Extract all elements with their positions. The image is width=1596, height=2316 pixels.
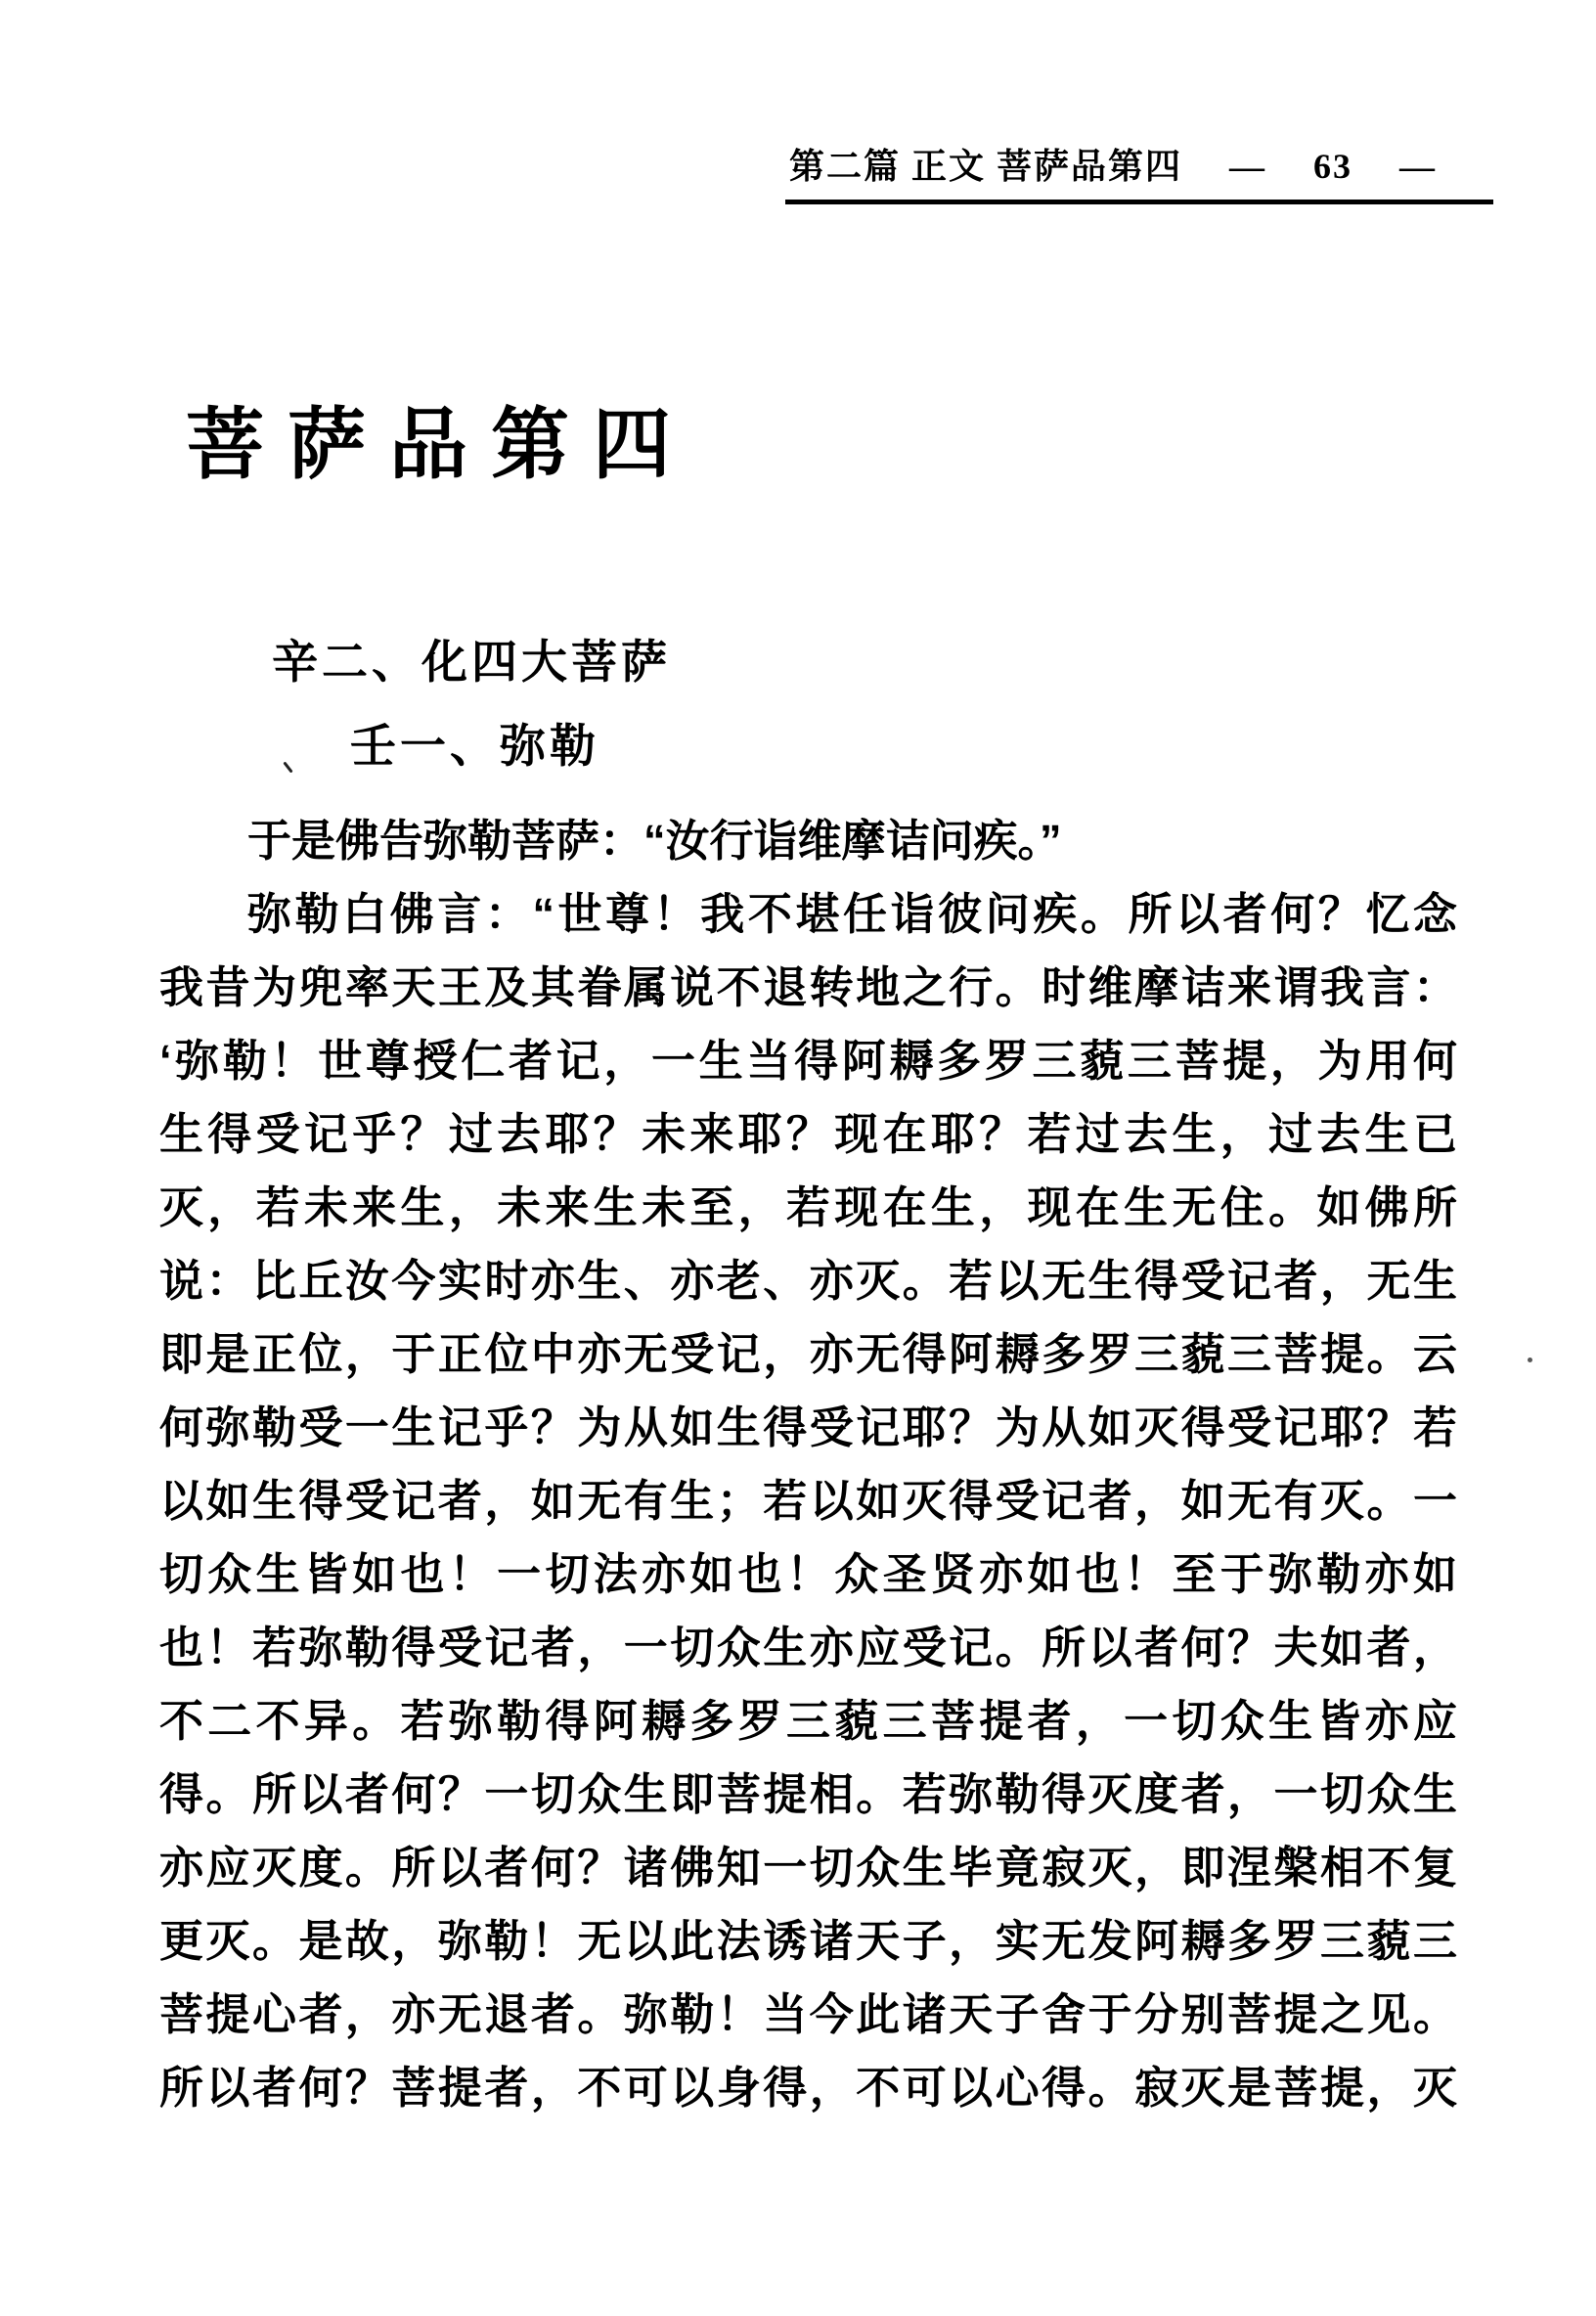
body-line: 灭，若未来生，未来生未至，若现在生，现在生无住。如佛所 [159, 1182, 1457, 1232]
body-line: 更灭。是故，弥勒！无以此法诱诸天子，实无发阿耨多罗三藐三 [159, 1916, 1457, 1966]
body-line: 生得受记乎？过去耶？未来耶？现在耶？若过去生，过去生已 [159, 1109, 1457, 1159]
body-line: 所以者何？菩提者，不可以身得，不可以心得。寂灭是菩提，灭 [159, 2063, 1457, 2113]
body-line: ‘弥勒！世尊授仁者记，一生当得阿耨多罗三藐三菩提，为用何 [159, 1036, 1457, 1086]
body-line: 以如生得受记者，如无有生；若以如灭得受记者，如无有灭。一 [159, 1476, 1457, 1526]
body-line: 不二不异。若弥勒得阿耨多罗三藐三菩提者，一切众生皆亦应 [159, 1696, 1457, 1746]
body-line: 也！若弥勒得受记者，一切众生亦应受记。所以者何？夫如者， [159, 1623, 1457, 1672]
body-text [159, 804, 1457, 2124]
section-heading-ren: 壬一、弥勒 [350, 722, 599, 773]
running-header [785, 147, 1493, 204]
body-line: 弥勒白佛言：“世尊！我不堪任诣彼问疾。所以者何？忆念 [247, 889, 1457, 939]
body-line: 菩提心者，亦无退者。弥勒！当今此诸天子舍于分别菩提之见。 [159, 1989, 1457, 2039]
body-line: 亦应灭度。所以者何？诸佛知一切众生毕竟寂灭，即涅槃相不复 [159, 1843, 1457, 1893]
section-heading-xin: 辛二、化四大菩萨 [272, 638, 671, 689]
header-section-label: 第二篇 正文 菩萨品第四 [789, 147, 1183, 186]
body-line: 切众生皆如也！一切法亦如也！众圣贤亦如也！至于弥勒亦如 [159, 1549, 1457, 1599]
header-dash-right: — [1398, 147, 1437, 186]
body-line: 我昔为兜率天王及其眷属说不退转地之行。时维摩诘来谓我言： [159, 962, 1457, 1012]
body-line: 说：比丘汝今实时亦生、亦老、亦灭。若以无生得受记者，无生 [159, 1256, 1457, 1306]
scan-speck [283, 761, 292, 773]
body-line: 于是佛告弥勒菩萨：“汝行诣维摩诘问疾。” [247, 816, 1062, 866]
body-line: 何弥勒受一生记乎？为从如生得受记耶？为从如灭得受记耶？若 [159, 1403, 1457, 1452]
body-line: 得。所以者何？一切众生即菩提相。若弥勒得灭度者，一切众生 [159, 1769, 1457, 1819]
chapter-title: 菩萨品第四 [186, 403, 694, 489]
body-line: 即是正位，于正位中亦无受记，亦无得阿耨多罗三藐三菩提。云 [159, 1329, 1457, 1379]
header-dash-left: — [1229, 147, 1266, 186]
header-page-number: 63 [1312, 147, 1352, 186]
scan-dot [1528, 1358, 1532, 1362]
